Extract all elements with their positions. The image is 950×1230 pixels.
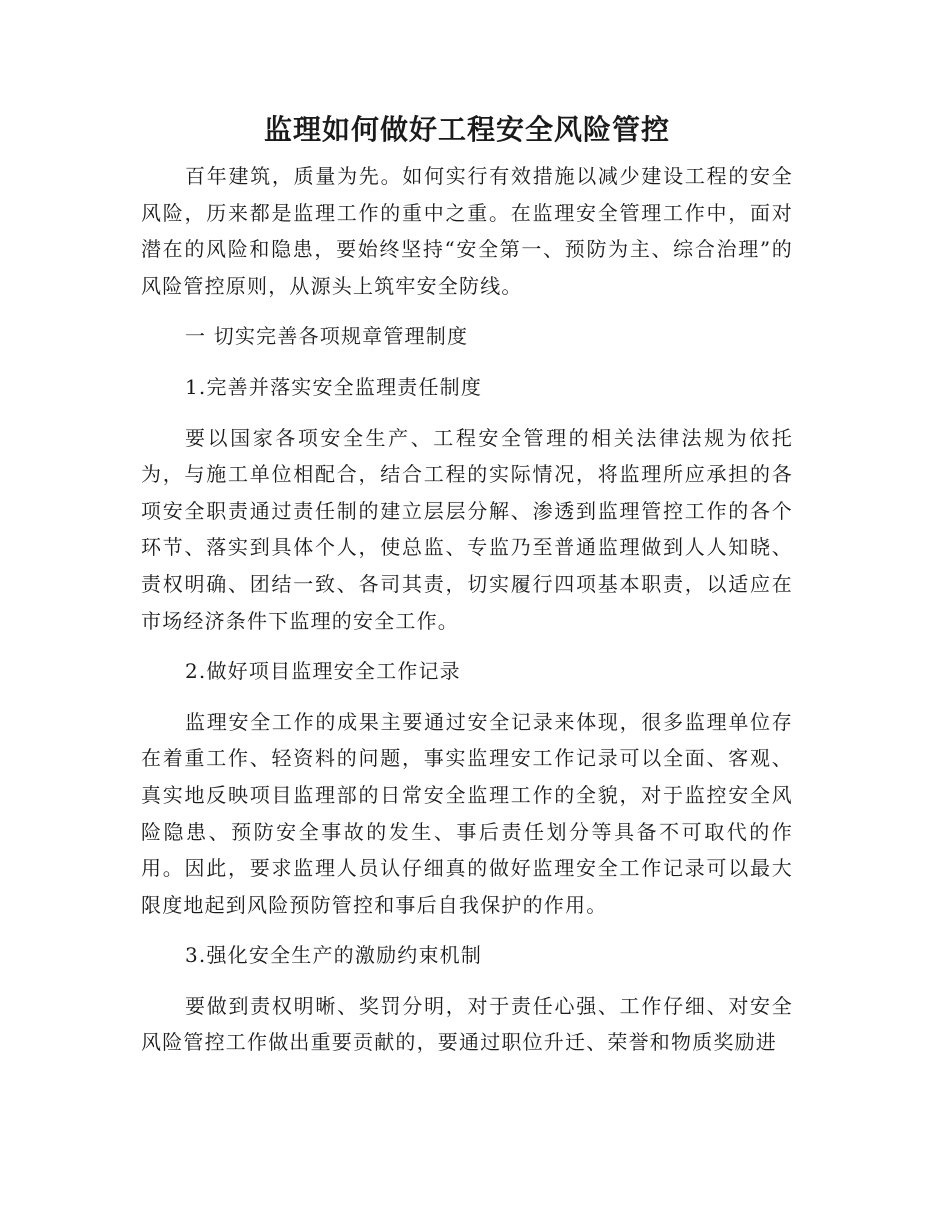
subsection-3-paragraph: 要做到责权明晰、奖罚分明，对于责任心强、工作仔细、对安全风险管控工作做出重要贡献的，要通过职位升迁、荣誉和物质奖励进 (141, 993, 793, 1055)
section-1-heading: 一 切实完善各项规章管理制度 (185, 324, 469, 349)
document-title: 监理如何做好工程安全风险管控 (263, 113, 670, 146)
document-page (141, 108, 793, 1075)
subsection-1-paragraph: 要以国家各项安全生产、工程安全管理的相关法律法规为依托为，与施工单位相配合，结合工程的实际情况，将监理所应承担的各项安全职责通过责任制的建立层层分解、渗透到监理管控工作的各个环节、落实到具体个人，使总监、专监乃至普通监理做到人人知晓、责权明确、团结一致、各司其责，切实履行四项基本职责，以适应在市场经济条件下监理的安全工作。 (141, 425, 793, 633)
subsection-1-heading: 1.完善并落实安全监理责任制度 (185, 374, 483, 399)
intro-paragraph: 百年建筑，质量为先。如何实行有效措施以减少建设工程的安全风险，历来都是监理工作的重中之重。在监理安全管理工作中，面对潜在的风险和隐患，要始终坚持“安全第一、预防为主、综合治理”的风险管控原则，从源头上筑牢安全防线。 (141, 164, 793, 298)
subsection-2-paragraph: 监理安全工作的成果主要通过安全记录来体现，很多监理单位存在着重工作、轻资料的问题，事实监理安工作记录可以全面、客观、真实地反映项目监理部的日常安全监理工作的全貌，对于监控安全风险隐患、预防安全事故的发生、事后责任划分等具备不可取代的作用。因此，要求监理人员认仔细真的做好监理安全工作记录可以最大限度地起到风险预防管控和事后自我保护的作用。 (141, 709, 793, 917)
subsection-3-heading: 3.强化安全生产的激励约束机制 (185, 943, 483, 968)
subsection-2-heading: 2.做好项目监理安全工作记录 (185, 659, 461, 684)
